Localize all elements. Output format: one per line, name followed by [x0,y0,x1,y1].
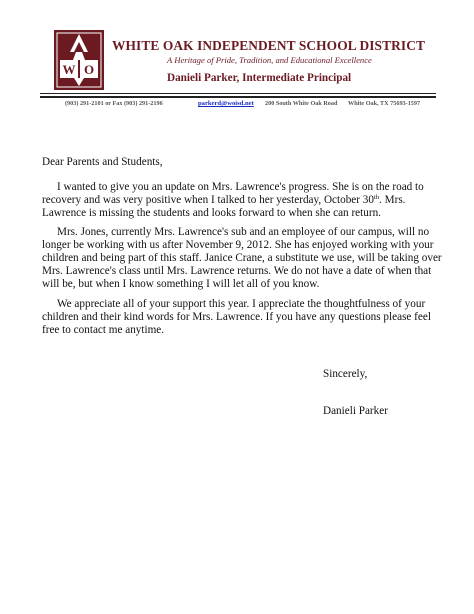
street-address: 200 South White Oak Road [265,100,338,107]
paragraph-3 [42,298,442,337]
paragraph-2-text: Mrs. Jones, currently Mrs. Lawrence's sub and an employee of our campus, will no longer be working with us after November 9, 2012. She has enjoyed working with your children and being part of this staff. Janice Crane, a substitute we use, will be taking over Mrs. Lawrence's class until Mrs. Lawrence returns. We do not have a date of when that will be, but when I know something I will let all of you know. [42,226,442,290]
paragraph-2 [42,226,442,291]
header-divider-thin [40,93,436,94]
paragraph-3-text: We appreciate all of your support this year. I appreciate the thoughtfulness of your children and their kind words for Mrs. Lawrence. If you have any questions please feel free to contact me anytime. [42,298,431,336]
header-divider-thick [40,96,436,98]
salutation: Dear Parents and Students, [42,156,163,168]
district-motto: A Heritage of Pride, Tradition, and Educational Excellence [167,55,372,65]
closing: Sincerely, [323,368,368,380]
paragraph-1-text-b: . Mrs. Lawrence is missing the students and looks forward to when she can return. [42,194,406,219]
email-link[interactable]: parkerd@woisd.net [198,100,254,107]
district-name: WHITE OAK INDEPENDENT SCHOOL DISTRICT [112,38,425,53]
paragraph-1-text-a: I wanted to give you an update on Mrs. Lawrence's progress. She is on the road to recovery and was very positive when I talked to her yesterday, October 30 [42,181,424,206]
city-state-zip: White Oak, TX 75693-1597 [348,100,421,107]
signature-name: Danieli Parker [323,405,388,417]
phone-fax: (903) 291-2101 or Fax (903) 291-2196 [65,100,163,107]
school-logo [54,30,104,90]
logo-letter-w: W [62,62,76,77]
ordinal-suffix: th [373,194,380,201]
logo-letter-o: O [83,62,95,77]
paragraph-1 [42,181,442,220]
principal-name: Danieli Parker, Intermediate Principal [167,72,352,84]
